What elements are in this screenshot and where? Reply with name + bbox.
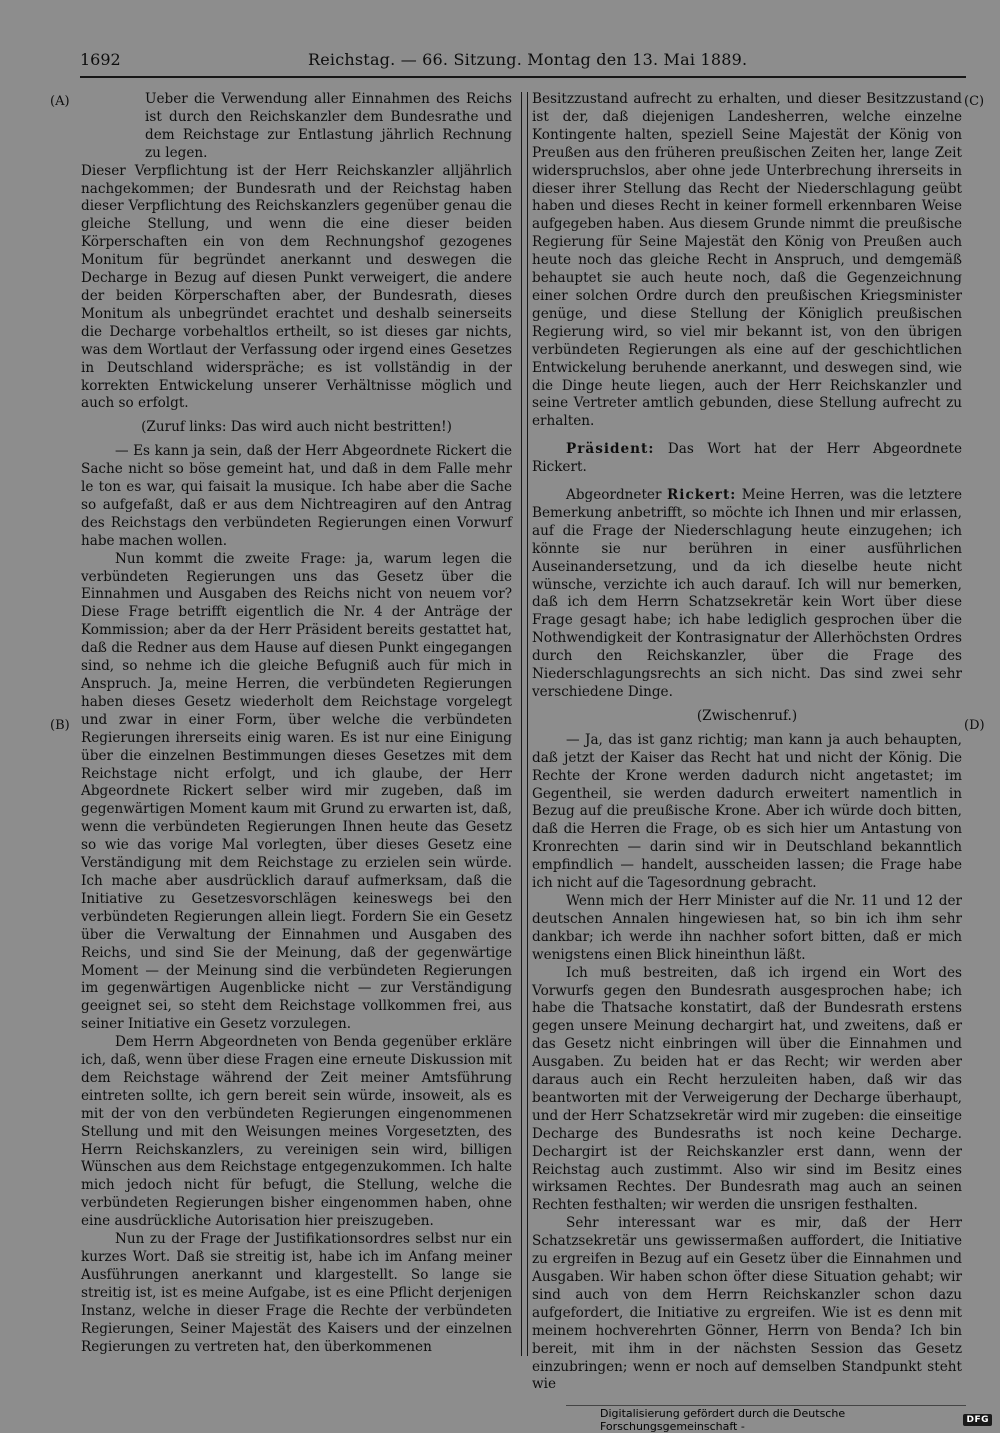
header-rule [80, 76, 966, 78]
paragraph: Nun kommt die zweite Frage: ja, warum legen die verbündeten Regierungen uns das Gesetz über die Einnahmen und Ausgaben des Reichs nicht von neuem vor? Diese Frage betrifft eigentlich die Nr. 4 der Anträge der Kommission; aber da der Herr Präsident bereits gestattet hat, daß die Redner aus dem Hause auf diesen Punkt eingegangen sind, so nehme ich die gleiche Befugniß auch für mich in Anspruch. Ja, meine Herren, die verbündeten Regierungen haben dieses Gesetz wiederholt dem Reichstage vorgelegt und zwar in einer Form, über welche die verbündeten Regierungen ihrerseits einig waren. Es ist nur eine Einigung über die einzelnen Bestimmungen dieses Gesetzes mit dem Reichstage nicht erfolgt, und ich glaube, der Herr Abgeordnete Rickert selber wird mir zugeben, daß im gegenwärtigen Moment kaum mit Grund zu erwarten ist, daß, wenn die verbündeten Regierungen Ihnen heute das Gesetz so wie das vorige Mal vorlegten, über dieses Gesetz eine Verständigung mit dem Reichstage zu erzielen sein würde. Ich mache aber ausdrücklich darauf aufmerksam, daß die Initiative zu Gesetzesvorschlägen keineswegs bei den verbündeten Regierungen allein liegt. Fordern Sie ein Gesetz über die Verwaltung der Einnahmen und Ausgaben des Reichs, und sind Sie der Meinung, daß der gegenwärtige Moment — der Meinung sind die verbündeten Regierungen im gegenwärtigen Augenblicke nicht — zur Verständigung geeignet sei, so steht dem Reichstage vollkommen frei, aus seiner Initiative ein Gesetz vorzulegen. [81, 550, 512, 1033]
speaker-name: Rickert: [667, 487, 737, 504]
paragraph: Sehr interessant war es mir, daß der Herr Schatzsekretär uns gewissermaßen auffordert, die Initiative zu ergreifen in Bezug auf ein Gesetz über die Einnahmen und Ausgaben. Wir haben schon öfter diese Situation gehabt; wir sind auch von dem Herrn Reichskanzler schon dazu aufgefordert, die Initiative zu ergreifen. Wie ist es denn mit meinem hochverehrten Gönner, Herrn von Benda? Ich bin bereit, mit ihm in der nächsten Session das Gesetz einzubringen; wenn er noch auf demselben Standpunkt steht wie [532, 1215, 962, 1393]
paragraph: Dem Herrn Abgeordneten von Benda gegenüber erkläre ich, daß, wenn über diese Fragen eine erneute Diskussion mit dem Reichstage während der Zeit meiner Amtsführung eintreten sollte, ich gern bereit sein würde, insoweit, als es mit der von den verbündeten Regierungen eingenommenen Stellung und mit den Weisungen meines Vorgesetzten, des Herrn Reichskanzlers, zu vereinigen sein wird, billigen Wünschen aus dem Reichstage entgegenzukommen. Ich halte mich jedoch nicht für befugt, die Stellung, welche die verbündeten Regierungen bisher eingenommen haben, ohne eine ausdrückliche Autorisation hier preiszugeben. [81, 1034, 512, 1230]
page-header [80, 48, 966, 72]
paragraph: Ich muß bestreiten, daß ich irgend ein Wort des Vorwurfs gegen den Bundesrath ausgesprochen habe; ich habe die Thatsache konstatirt, daß der Bundesrath erstens gegen unsere Meinung dechargirt hat, und zweitens, daß er das Gesetz nicht einbringen will über die Einnahmen und Ausgaben. Zu beiden hat er das Recht; wir werden aber daraus auch ein Recht herzuleiten haben, daß wir das beantworten mit der Verweigerung der Decharge überhaupt, und der Herr Schatzsekretär wird mir zugeben: die einseitige Decharge des Bundesraths ist noch keine Decharge. Dechargirt ist der Reichskanzler erst dann, wenn der Reichstag auch zustimmt. Also wir sind im Besitz eines wirksamen Rechtes. Der Bundesrath mag auch an seinen Rechten festhalten; wir werden die unsrigen festhalten. [532, 964, 962, 1214]
speaker-paragraph [532, 487, 962, 702]
footer-credit: Digitalisierung gefördert durch die Deutsche Forschungsgemeinschaft - [600, 1407, 846, 1433]
paragraph: — Ja, das ist ganz richtig; man kann ja auch behaupten, daß jetzt der Kaiser das Recht hat und nicht der König. Die Rechte der Krone werden dadurch nicht angetastet; im Gegentheil, sie werden dadurch erweitert namentlich in Bezug auf die preußische Krone. Aber ich würde doch bitten, daß die Herren die Frage, ob es sich hier um Antastung von Kronrechten — darin sind wir in Deutschland bekanntlich empfindlich — handelt, ausscheiden lassen; die Frage habe ich nicht auf die Tagesordnung gebracht. [532, 731, 962, 892]
margin-marker-d: (D) [964, 718, 985, 733]
paragraph: Ueber die Verwendung aller Einnahmen des Reichs ist durch den Reichskanzler dem Bundesrathe und dem Reichstage zur Entlastung jährlich Rechnung zu legen. [145, 91, 512, 161]
margin-marker-b: (B) [50, 718, 70, 733]
dfg-logo-icon: DFG [963, 1414, 992, 1426]
margin-marker-a: (A) [50, 94, 70, 109]
interjection: (Zuruf links: Das wird auch nicht bestritten!) [141, 419, 452, 436]
right-column [532, 91, 962, 1393]
digitization-footer [600, 1407, 992, 1433]
paragraph: Dieser Verpflichtung ist der Herr Reichskanzler alljährlich nachgekommen; der Bundesrath und der Reichstag haben dieser Verpflichtung des Reichskanzlers gegenüber genau die gleiche Stellung, und wenn die eine dieser beiden Körperschaften ein von dem Rechnungshof gezogenes Monitum für begründet anerkannt und deswegen die Decharge in Bezug auf diesen Punkt verweigert, die andere der beiden Körperschaften aber, der Bundesrath, dieses Monitum als unbegründet erachtet und deshalb seinerseits die Decharge vorbehaltlos ertheilt, so ist dieses gar nichts, was dem Wortlaut der Verfassung oder irgend eines Gesetzes in Deutschland widerspräche; es ist vollständig in der korrekten Entwickelung unserer Verhältnisse möglich und auch so erfolgt. [81, 162, 512, 412]
speaker-name: Präsident: [566, 441, 655, 458]
page-number: 1692 [80, 50, 121, 69]
paragraph: Besitzzustand aufrecht zu erhalten, und dieser Besitzzustand ist der, daß diejenigen Landesherren, welche einzelne Kontingente halten, speziell Seine Majestät der König von Preußen aus den früheren preußischen Zeiten her, lange Zeit widerspruchslos, aber ohne jede Unterbrechung ihrerseits in dieser ihrer Stellung das Recht der Niederschlagung geübt haben und dieses Recht in keiner formell erkennbaren Weise aufgegeben haben. Aus diesem Grunde nimmt die preußische Regierung für Seine Majestät den König von Preußen auch heute noch das gleiche Recht in Anspruch, und demgemäß behauptet sie auch heute noch, daß die Gegenzeichnung einer solchen Ordre durch den preußischen Kriegsminister genüge, und diese Stellung der Königlich preußischen Regierung wird, so viel mir bekannt ist, von den übrigen verbündeten Regierungen als eine auf der geschichtlichen Entwickelung beruhende anerkannt, und deswegen sind, wie die Dinge heute liegen, auch der Herr Reichskanzler und seine Vertreter amtlich gebunden, diese Stellung aufrecht zu erhalten. [532, 91, 962, 430]
paragraph: — Es kann ja sein, daß der Herr Abgeordnete Rickert die Sache nicht so böse gemeint hat, und daß in dem Falle mehr le ton es war, qui faisait la musique. Ich habe aber die Sache so aufgefaßt, daß er aus dem Nichtreagiren auf den Antrag des Reichstags den verbündeten Regierungen einen Vorwurf habe machen wollen. [81, 443, 512, 549]
column-divider [521, 92, 528, 1356]
margin-marker-c: (C) [964, 94, 985, 109]
left-column [81, 91, 512, 1363]
speech-text: Das Wort hat der Herr Abgeordnete Rickert. [532, 441, 962, 476]
running-title: Reichstag. — 66. Sitzung. Montag den 13. Mai 1889. [308, 50, 748, 69]
speaker-paragraph [532, 441, 962, 477]
footer-rule [566, 1405, 966, 1406]
interjection: (Zwischenruf.) [696, 707, 798, 724]
speaker-role: Abgeordneter [566, 487, 667, 504]
paragraph: Nun zu der Frage der Justifikationsordres selbst nur ein kurzes Wort. Daß sie streitig ist, habe ich im Anfang meiner Ausführungen anerkannt und klargestellt. So lange sie streitig ist, ist es meine Aufgabe, ist es eine Pflicht derjenigen Instanz, welche in dieser Frage die Rechte der verbündeten Regierungen, Seiner Majestät des Kaisers und der einzelnen Regierungen zu vertreten hat, den überkommenen [81, 1231, 512, 1355]
paragraph: Wenn mich der Herr Minister auf die Nr. 11 und 12 der deutschen Annalen hingewiesen hat, so bin ich ihm sehr dankbar; ich werde ihn nachher sofort bitten, daß er mich wenigstens einen Blick hineinthun läßt. [532, 892, 962, 963]
speech-text: Meine Herren, was die letztere Bemerkung anbetrifft, so möchte ich Ihnen und mir erlassen, auf die Frage der Niederschlagung heute einzugehen; ich könnte sie nur berühren in einer ausführlichen Auseinandersetzung, und da ich dieselbe heute nicht wünsche, verzichte ich auch darauf. Ich will nur bemerken, daß ich dem Herrn Schatzsekretär kein Wort über diese Frage gesagt habe; ich habe lediglich gesprochen über die Nothwendigkeit der Kontrasignatur der Allerhöchsten Ordres durch den Reichskanzler, über die Frage des Niederschlagungsrechts an sich nicht. Das sind zwei sehr verschiedene Dinge. [532, 487, 962, 700]
